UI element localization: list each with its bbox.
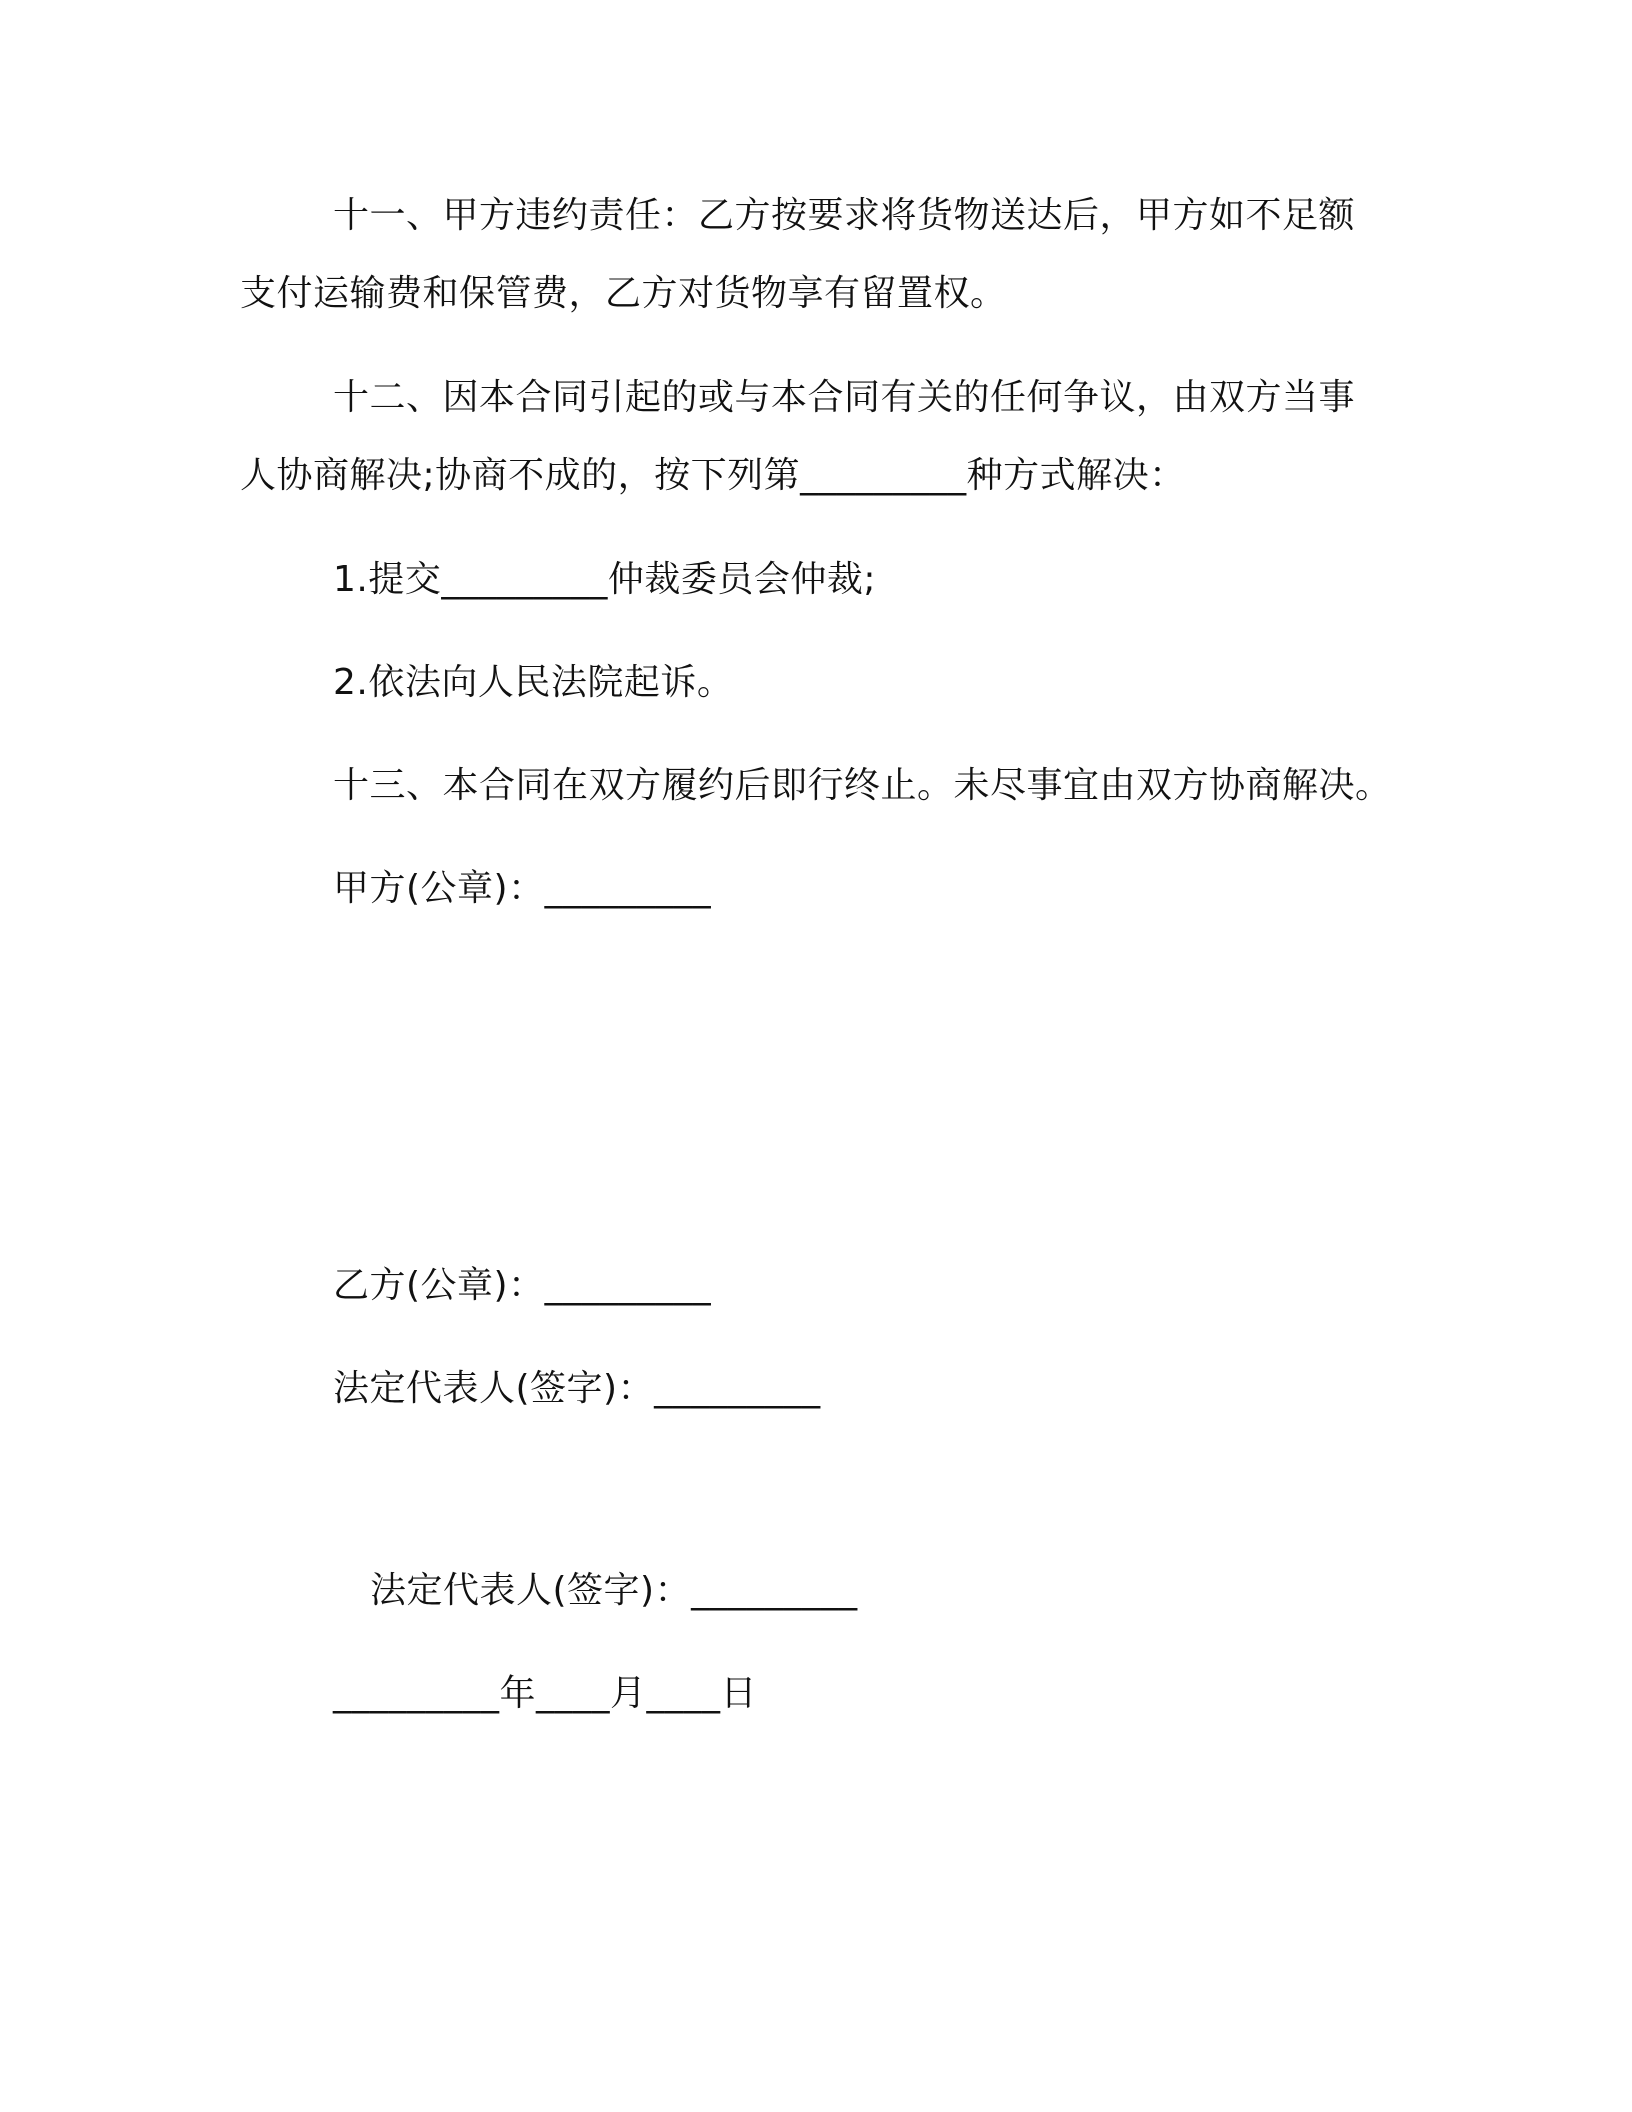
legal-representative-signature-2: 法定代表人(签字)：_________ [370, 1570, 858, 1611]
clause-11-line-2: 支付运输费和保管费，乙方对货物享有留置权。 [240, 273, 1007, 314]
clause-12-line-2: 人协商解决;协商不成的，按下列第_________种方式解决： [240, 455, 1186, 496]
party-a-seal: 甲方(公章)：_________ [333, 868, 712, 909]
date-line: _________年____月____日 [333, 1673, 757, 1714]
dispute-option-1: 1.提交_________仲裁委员会仲裁; [333, 559, 876, 600]
clause-11-line-1: 十一、甲方违约责任：乙方按要求将货物送达后，甲方如不足额 [333, 195, 1356, 236]
clause-13: 十三、本合同在双方履约后即行终止。未尽事宜由双方协商解决。 [333, 765, 1392, 806]
dispute-option-2: 2.依法向人民法院起诉。 [333, 662, 734, 703]
clause-12-line-1: 十二、因本合同引起的或与本合同有关的任何争议，由双方当事 [333, 377, 1356, 418]
party-b-seal: 乙方(公章)：_________ [333, 1265, 712, 1306]
legal-representative-signature-1: 法定代表人(签字)：_________ [333, 1368, 821, 1409]
